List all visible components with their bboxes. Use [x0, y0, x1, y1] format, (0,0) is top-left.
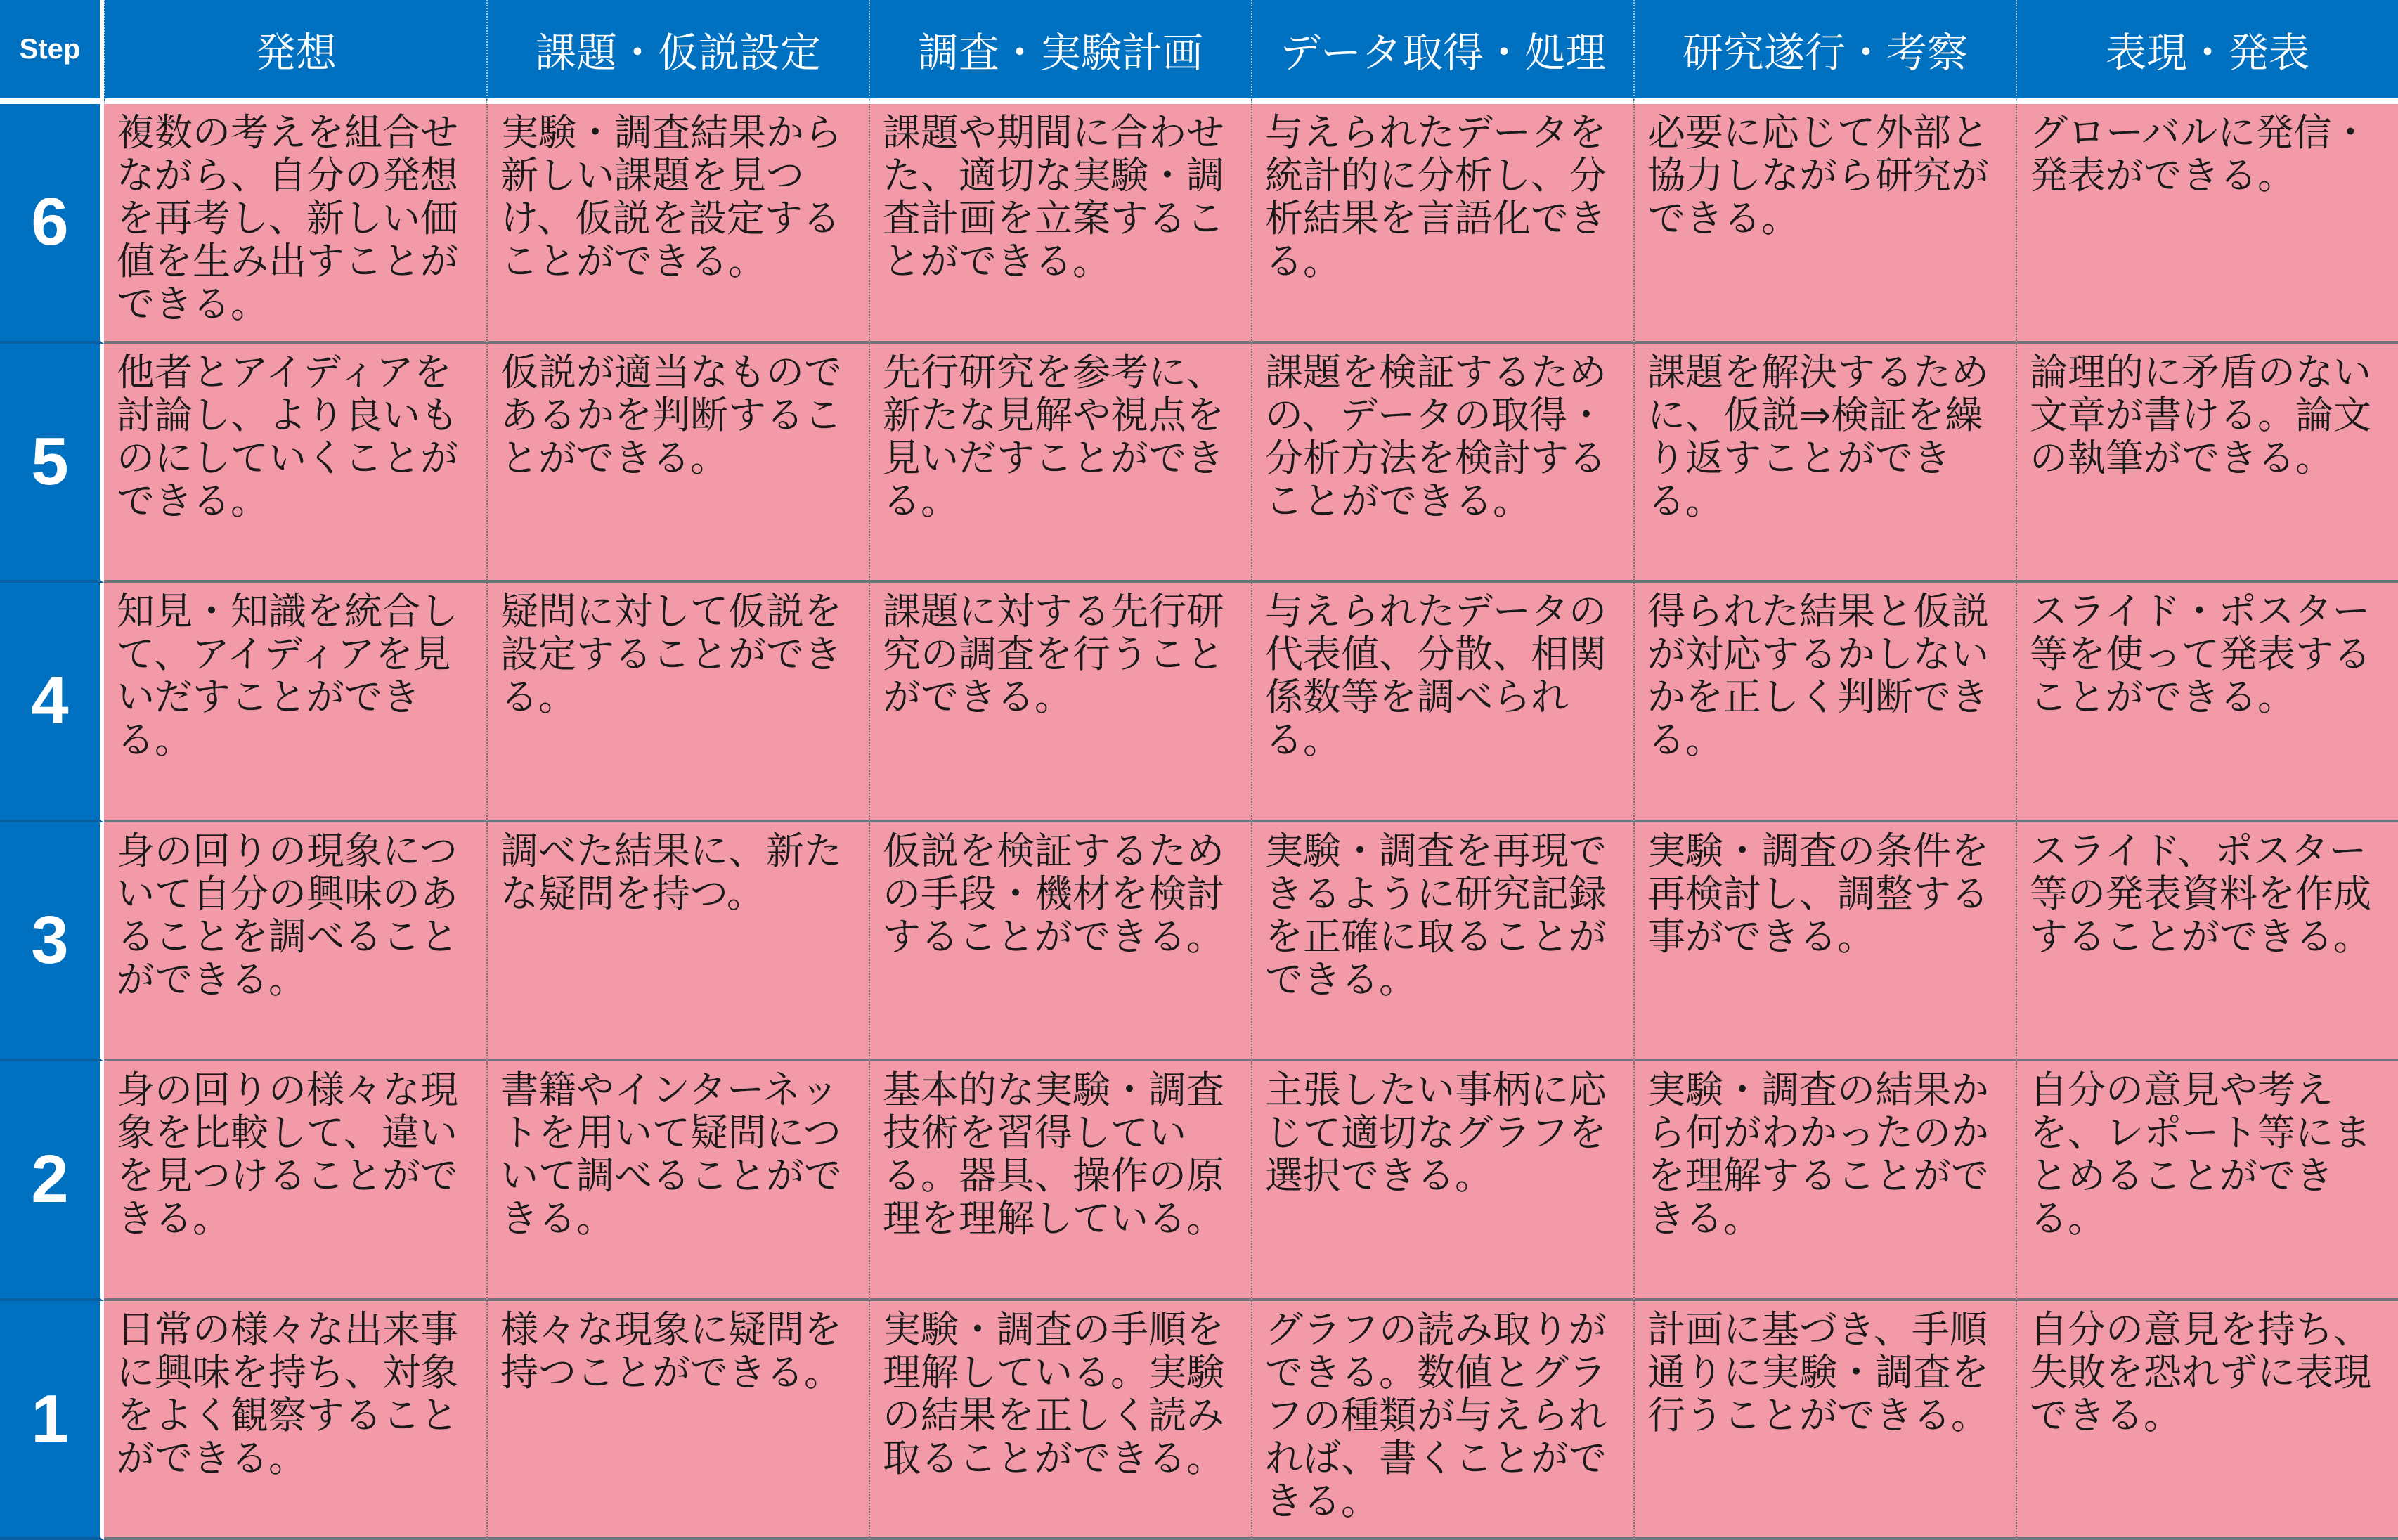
table-cell: 必要に応じて外部と協力しながら研究ができる。: [1633, 104, 2016, 344]
column-header-chousa-jikken: 調査・実験計画: [869, 0, 1251, 104]
table-cell: 主張したい事柄に応じて適切なグラフを選択できる。: [1251, 1061, 1633, 1301]
table-cell: グローバルに発信・発表ができる。: [2016, 104, 2398, 344]
step-column-header: Step: [0, 0, 104, 104]
step-number: 1: [0, 1301, 104, 1540]
table-cell: 身の回りの様々な現象を比較して、違いを見つけることができる。: [104, 1061, 486, 1301]
table-cell: 基本的な実験・調査技術を習得している。器具、操作の原理を理解している。: [869, 1061, 1251, 1301]
step-number: 6: [0, 104, 104, 344]
table-cell: 実験・調査結果から新しい課題を見つけ、仮説を設定することができる。: [486, 104, 869, 344]
table-cell: 仮説が適当なものであるかを判断することができる。: [486, 344, 869, 583]
column-header-kadai-kasetsu: 課題・仮説設定: [486, 0, 869, 104]
table-cell: 論理的に矛盾のない文章が書ける。論文の執筆ができる。: [2016, 344, 2398, 583]
table-cell: 実験・調査の結果から何がわかったのかを理解することができる。: [1633, 1061, 2016, 1301]
table-cell: 様々な現象に疑問を持つことができる。: [486, 1301, 869, 1540]
table-cell: 自分の意見を持ち、失敗を恐れずに表現できる。: [2016, 1301, 2398, 1540]
table-cell: スライド、ポスター等の発表資料を作成することができる。: [2016, 822, 2398, 1062]
table-cell: 調べた結果に、新たな疑問を持つ。: [486, 822, 869, 1062]
table-cell: 課題を解決するために、仮説⇒検証を繰り返すことができる。: [1633, 344, 2016, 583]
table-cell: 疑問に対して仮説を設定することができる。: [486, 583, 869, 822]
column-header-data-shutoku: データ取得・処理: [1251, 0, 1633, 104]
table-cell: 実験・調査の手順を理解している。実験の結果を正しく読み取ることができる。: [869, 1301, 1251, 1540]
column-header-hyougen-happyou: 表現・発表: [2016, 0, 2398, 104]
table-cell: 知見・知識を統合して、アイディアを見いだすことができる。: [104, 583, 486, 822]
table-cell: スライド・ポスター等を使って発表することができる。: [2016, 583, 2398, 822]
step-number: 2: [0, 1061, 104, 1301]
step-number: 3: [0, 822, 104, 1062]
table-cell: 課題に対する先行研究の調査を行うことができる。: [869, 583, 1251, 822]
table-cell: 課題や期間に合わせた、適切な実験・調査計画を立案することができる。: [869, 104, 1251, 344]
step-number: 5: [0, 344, 104, 583]
table-cell: 得られた結果と仮説が対応するかしないかを正しく判断できる。: [1633, 583, 2016, 822]
column-header-hassou: 発想: [104, 0, 486, 104]
step-number: 4: [0, 583, 104, 822]
table-cell: 複数の考えを組合せながら、自分の発想を再考し、新しい価値を生み出すことができる。: [104, 104, 486, 344]
table-cell: 自分の意見や考えを、レポート等にまとめることができる。: [2016, 1061, 2398, 1301]
table-cell: 与えられたデータの代表値、分散、相関係数等を調べられる。: [1251, 583, 1633, 822]
table-cell: 実験・調査の条件を再検討し、調整する事ができる。: [1633, 822, 2016, 1062]
table-cell: 与えられたデータを統計的に分析し、分析結果を言語化できる。: [1251, 104, 1633, 344]
table-cell: 身の回りの現象について自分の興味のあることを調べることができる。: [104, 822, 486, 1062]
table-cell: 書籍やインターネットを用いて疑問について調べることができる。: [486, 1061, 869, 1301]
table-cell: 日常の様々な出来事に興味を持ち、対象をよく観察することができる。: [104, 1301, 486, 1540]
table-cell: グラフの読み取りができる。数値とグラフの種類が与えられれば、書くことができる。: [1251, 1301, 1633, 1540]
table-cell: 課題を検証するための、データの取得・分析方法を検討することができる。: [1251, 344, 1633, 583]
table-cell: 計画に基づき、手順通りに実験・調査を行うことができる。: [1633, 1301, 2016, 1540]
table-cell: 先行研究を参考に、新たな見解や視点を見いだすことができる。: [869, 344, 1251, 583]
table-cell: 実験・調査を再現できるように研究記録を正確に取ることができる。: [1251, 822, 1633, 1062]
column-header-kenkyu-kousatsu: 研究遂行・考察: [1633, 0, 2016, 104]
table-cell: 他者とアイディアを討論し、より良いものにしていくことができる。: [104, 344, 486, 583]
table-cell: 仮説を検証するための手段・機材を検討することができる。: [869, 822, 1251, 1062]
